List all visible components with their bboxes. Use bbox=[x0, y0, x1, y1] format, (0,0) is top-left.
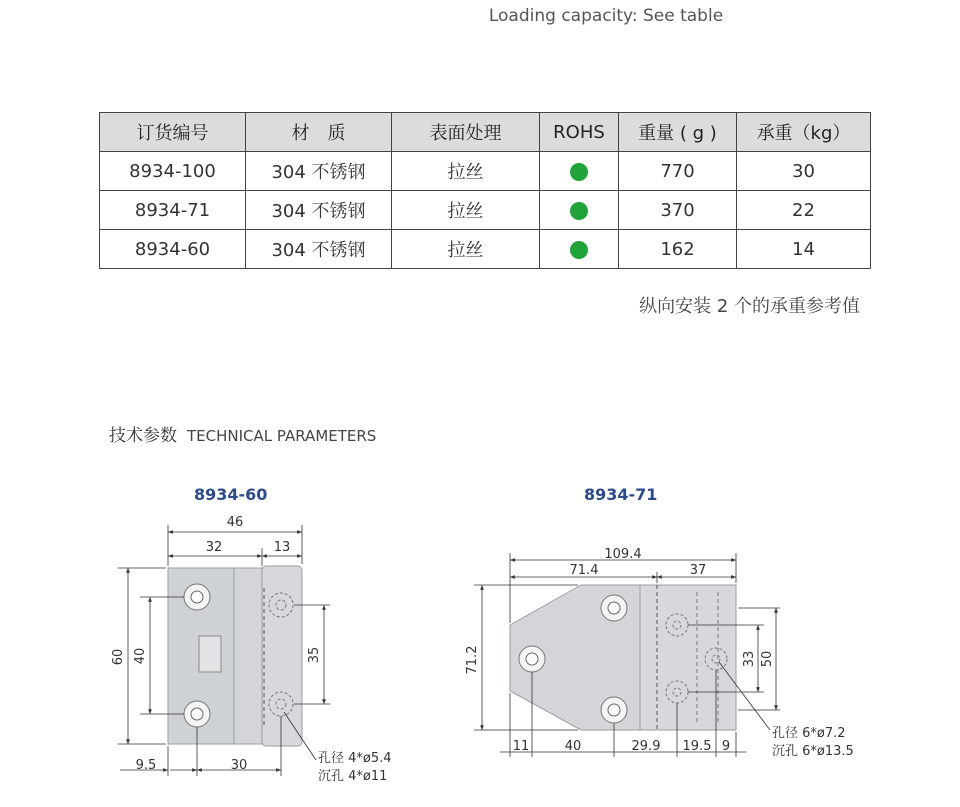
dim-right-width: 37 bbox=[689, 563, 707, 578]
dim-outer-vertical: 50 bbox=[760, 650, 775, 668]
col-header-rohs: ROHS bbox=[540, 113, 619, 152]
dim-bottom-5: 9 bbox=[721, 739, 731, 754]
dim-hole-spacing-vertical: 40 bbox=[133, 647, 148, 665]
loading-capacity-text: Loading capacity: See table bbox=[488, 6, 724, 26]
cell-load: 30 bbox=[737, 152, 871, 191]
col-header-material: 材 质 bbox=[246, 113, 392, 152]
cell-code: 8934-71 bbox=[100, 191, 246, 230]
dim-offset: 9.5 bbox=[135, 758, 157, 773]
section-title-en: TECHNICAL PARAMETERS bbox=[187, 427, 377, 445]
cell-weight: 162 bbox=[619, 230, 737, 269]
col-header-code: 订货编号 bbox=[100, 113, 246, 152]
cell-material: 304 不锈钢 bbox=[246, 152, 392, 191]
model-label-right: 8934-71 bbox=[584, 485, 658, 504]
cell-load: 14 bbox=[737, 230, 871, 269]
col-header-weight: 重量 ( g ) bbox=[619, 113, 737, 152]
dim-hole-spacing-right: 35 bbox=[307, 646, 322, 664]
col-header-load: 承重（kg） bbox=[737, 113, 871, 152]
dim-height: 71.2 bbox=[465, 645, 480, 675]
section-title-cn: 技术参数 bbox=[109, 426, 177, 446]
dim-total-width: 46 bbox=[226, 515, 244, 530]
dim-right-width: 13 bbox=[273, 540, 291, 555]
dim-total-width: 109.4 bbox=[604, 547, 642, 562]
cell-finish: 拉丝 bbox=[392, 230, 540, 269]
dim-bottom-3: 29.9 bbox=[631, 739, 661, 754]
cell-load: 22 bbox=[737, 191, 871, 230]
dim-bottom-4: 19.5 bbox=[682, 739, 712, 754]
hole-note-counterbore: 沉孔 6*ø13.5 bbox=[772, 744, 854, 759]
hinge-drawing-8934-71 bbox=[465, 547, 854, 759]
cell-material: 304 不锈钢 bbox=[246, 230, 392, 269]
dim-left-width: 32 bbox=[205, 540, 223, 555]
dim-span: 30 bbox=[230, 758, 248, 773]
hole-note-diameter: 孔径 4*ø5.4 bbox=[318, 751, 392, 766]
cell-code: 8934-60 bbox=[100, 230, 246, 269]
dim-bottom-2: 40 bbox=[564, 739, 582, 754]
hole-note-counterbore: 沉孔 4*ø11 bbox=[318, 769, 388, 784]
hole-note-diameter: 孔径 6*ø7.2 bbox=[772, 726, 846, 741]
cell-finish: 拉丝 bbox=[392, 191, 540, 230]
dim-height: 60 bbox=[111, 648, 126, 666]
hinge-body bbox=[168, 566, 302, 746]
cell-weight: 370 bbox=[619, 191, 737, 230]
dim-inner-vertical: 33 bbox=[742, 650, 757, 668]
model-label-left: 8934-60 bbox=[194, 485, 268, 504]
dim-bottom-1: 11 bbox=[512, 739, 530, 754]
col-header-finish: 表面处理 bbox=[392, 113, 540, 152]
cell-finish: 拉丝 bbox=[392, 152, 540, 191]
hinge-body bbox=[510, 585, 736, 730]
hinge-drawing-8934-60 bbox=[111, 515, 392, 784]
cell-code: 8934-100 bbox=[100, 152, 246, 191]
cell-weight: 770 bbox=[619, 152, 737, 191]
load-reference-note: 纵向安装 2 个的承重参考值 bbox=[639, 296, 860, 317]
dim-left-width: 71.4 bbox=[569, 563, 599, 578]
cell-material: 304 不锈钢 bbox=[246, 191, 392, 230]
